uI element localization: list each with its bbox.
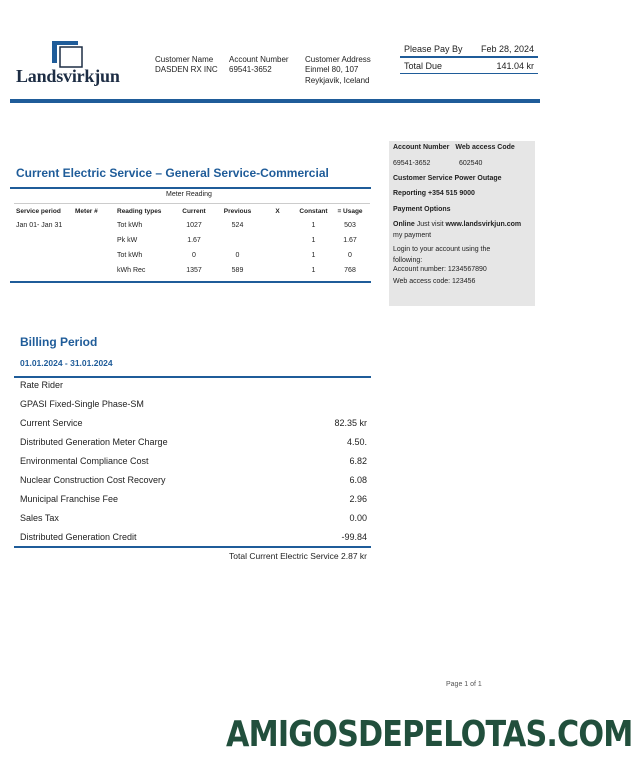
- cell-current: 1027: [186, 222, 202, 229]
- charge-amount: 6.08: [349, 474, 367, 485]
- list-item: [20, 527, 367, 546]
- rate-rider: Rate Rider: [20, 379, 64, 390]
- billing-period: 01.01.2024 - 31.01.2024: [20, 358, 113, 368]
- sidebar-account-line: Account number: 1234567890: [393, 266, 487, 273]
- sidebar-account-label: Account Number: [393, 144, 450, 151]
- total-due-label: Total Due: [404, 61, 443, 71]
- cell-usage: 1.67: [343, 237, 357, 244]
- sidebar-web-access-code: 602540: [459, 160, 483, 167]
- cell-period: [16, 248, 75, 263]
- list-item: [20, 394, 367, 413]
- cell-period: Jan 01- Jan 31: [16, 222, 63, 229]
- customer-address-block: [305, 55, 371, 86]
- cell-meter: [75, 233, 117, 248]
- cell-type: Pk kW: [117, 237, 138, 244]
- billing-rule-bottom: [14, 546, 371, 548]
- charge-label: Sales Tax: [20, 512, 59, 523]
- cell-previous: 589: [231, 267, 244, 274]
- cell-type: kWh Rec: [117, 267, 146, 274]
- page-number: Page 1 of 1: [446, 681, 482, 688]
- reporting-phone: Reporting +354 515 9000: [393, 190, 475, 197]
- cell-previous: 524: [231, 222, 244, 229]
- list-item: [20, 508, 367, 527]
- service-title: Current Electric Service – General Service-Commercial: [16, 166, 329, 180]
- list-item: [20, 451, 367, 470]
- charge-label: Municipal Franchise Fee: [20, 493, 119, 504]
- table-row: [16, 218, 368, 233]
- col-previous: Previous: [223, 207, 252, 215]
- col-service-period: Service period: [16, 207, 61, 215]
- charge-amount: 82.35 kr: [334, 417, 367, 428]
- charge-label: Distributed Generation Meter Charge: [20, 436, 168, 447]
- cell-usage: 503: [344, 222, 356, 229]
- cell-current: 1.67: [187, 237, 201, 244]
- online-label: Online: [393, 221, 415, 228]
- divider: [400, 56, 538, 58]
- address-line-2: Reykjavik, Iceland: [305, 76, 370, 85]
- cell-type: Tot kWh: [117, 252, 143, 259]
- total-due-amount: 141.04 kr: [496, 61, 534, 71]
- cell-previous: 0: [235, 252, 240, 259]
- cell-meter: [75, 263, 117, 278]
- cell-period: [16, 233, 75, 248]
- outage-label: Customer Service Power Outage: [393, 175, 502, 182]
- watermark: AMIGOSDEPELOTAS.COM: [226, 714, 633, 755]
- service-rule-top: [10, 187, 371, 189]
- table-row: [16, 233, 368, 248]
- payment-due-box: [400, 44, 538, 74]
- col-reading-types: Reading types: [117, 207, 162, 215]
- sidebar-web-access-label: Web access Code: [455, 144, 515, 151]
- customer-name-label: Customer Name: [155, 55, 214, 64]
- charge-label: Environmental Compliance Cost: [20, 455, 149, 466]
- online-text: Just visit: [414, 221, 446, 228]
- cell-type: Tot kWh: [117, 222, 143, 229]
- list-item: [20, 413, 367, 432]
- cell-meter: [75, 248, 117, 263]
- cell-x: [260, 218, 295, 233]
- payment-options-label: Payment Options: [393, 206, 451, 213]
- cell-previous: [215, 233, 260, 248]
- customer-name-block: [155, 55, 218, 75]
- meter-reading-label: Meter Reading: [166, 191, 212, 198]
- charge-label: Distributed Generation Credit: [20, 531, 137, 542]
- billing-total: Total Current Electric Service 2.87 kr: [229, 551, 367, 561]
- meter-header-row: [16, 204, 368, 218]
- service-rule-bottom: [10, 281, 371, 283]
- account-number-label: Account Number: [229, 55, 289, 64]
- plan-name: GPASI Fixed-Single Phase-SM: [20, 398, 144, 409]
- list-item: [20, 489, 367, 508]
- cell-constant: 1: [311, 237, 316, 244]
- website-link[interactable]: www.landsvirkjun.com: [445, 221, 522, 228]
- cell-constant: 1: [311, 252, 316, 259]
- divider: [400, 73, 538, 74]
- meter-table: [16, 204, 368, 278]
- cell-x: [260, 248, 295, 263]
- table-row: [16, 263, 368, 278]
- customer-address-label: Customer Address: [305, 55, 371, 64]
- cell-current: 0: [192, 252, 196, 259]
- pay-by-label: Please Pay By: [404, 44, 463, 54]
- account-sidebar: [389, 141, 535, 306]
- col-x: X: [275, 207, 280, 215]
- sidebar-account-number: 69541-3652: [393, 160, 431, 167]
- customer-name: DASDEN RX INC: [155, 65, 218, 74]
- sidebar-web-line: Web access code: 123456: [393, 278, 476, 285]
- company-logo-text: Landsvirkjun: [16, 66, 120, 86]
- col-constant: Constant: [299, 207, 328, 215]
- cell-constant: 1: [311, 222, 316, 229]
- cell-constant: 1: [311, 267, 316, 274]
- cell-x: [260, 263, 295, 278]
- online-payment-line: [393, 221, 521, 228]
- charge-amount: -99.84: [341, 531, 367, 542]
- cell-period: [16, 263, 75, 278]
- company-logo-icon: [52, 41, 82, 67]
- charge-label: Current Service: [20, 417, 83, 428]
- my-payment-text: my payment: [393, 232, 432, 239]
- pay-by-date: Feb 28, 2024: [480, 44, 534, 54]
- charge-amount: 0.00: [349, 512, 367, 523]
- cell-usage: 0: [348, 252, 352, 259]
- charge-amount: 2.96: [349, 493, 367, 504]
- col-usage: = Usage: [337, 207, 363, 215]
- col-meter: Meter #: [75, 207, 98, 215]
- cell-meter: [75, 218, 117, 233]
- cell-x: [260, 233, 295, 248]
- billing-list: [20, 375, 367, 546]
- list-item: [20, 432, 367, 451]
- header-rule: [10, 99, 540, 103]
- billing-title: Billing Period: [20, 335, 98, 349]
- charge-amount: 6.82: [349, 455, 367, 466]
- col-current: Current: [182, 207, 206, 215]
- account-number: 69541-3652: [229, 65, 272, 74]
- cell-current: 1357: [186, 267, 202, 274]
- charge-amount: 4.50.: [346, 436, 367, 447]
- list-item: [20, 470, 367, 489]
- login-text: Login to your account using the following:: [393, 246, 491, 264]
- table-row: [16, 248, 368, 263]
- cell-usage: 768: [344, 267, 356, 274]
- list-item: [20, 375, 367, 394]
- charge-label: Nuclear Construction Cost Recovery: [20, 474, 166, 485]
- address-line-1: Einmel 80, 107: [305, 65, 359, 74]
- account-number-block: [229, 55, 289, 75]
